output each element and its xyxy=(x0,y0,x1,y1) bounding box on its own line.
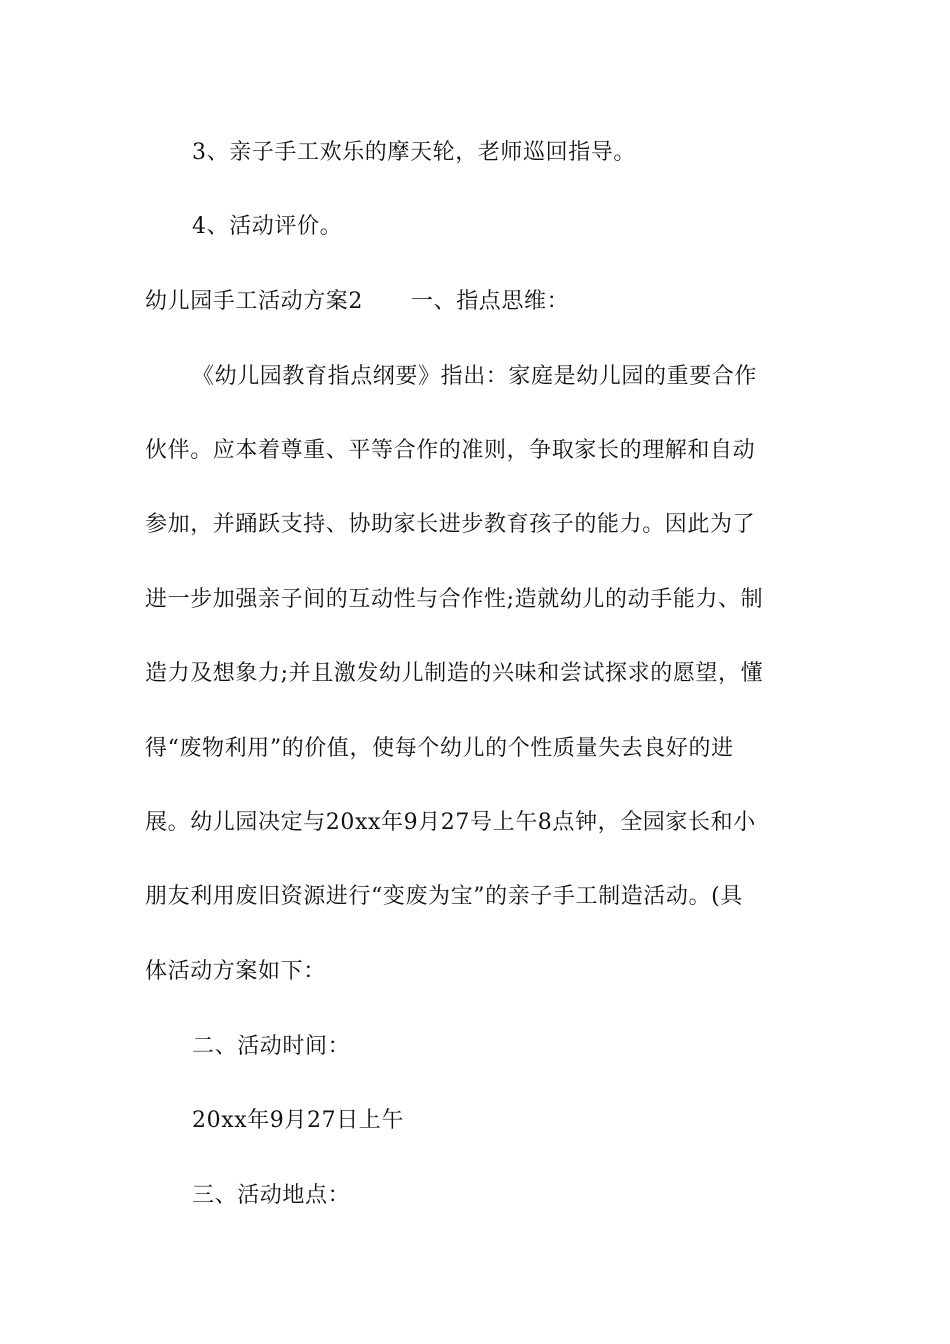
plan-title: 幼儿园手工活动方案2 xyxy=(145,289,363,314)
paragraph-line-7: 展。幼儿园决定与20xx年9月27号上午8点钟，全园家长和小 xyxy=(145,810,756,835)
paragraph-line-2: 伙伴。应本着尊重、平等合作的准则，争取家长的理解和自动 xyxy=(145,438,756,463)
list-item-4: 4、活动评价。 xyxy=(192,214,343,239)
paragraph-line-3: 参加，并踊跃支持、协助家长进步教育孩子的能力。因此为了 xyxy=(145,512,756,537)
paragraph-line-8: 朋友利用废旧资源进行“变废为宝”的亲子手工制造活动。(具 xyxy=(145,884,743,909)
paragraph-line-4: 进一步加强亲子间的互动性与合作性;造就幼儿的动手能力、制 xyxy=(145,587,764,612)
paragraph-line-6: 得“废物利用”的价值，使每个幼儿的个性质量失去良好的进 xyxy=(145,736,734,761)
section-one-title: 一、指点思维： xyxy=(411,289,570,314)
section-three-title: 三、活动地点： xyxy=(192,1183,351,1208)
paragraph-line-5: 造力及想象力;并且激发幼儿制造的兴味和尝试探求的愿望，懂 xyxy=(145,661,764,686)
plan-heading xyxy=(145,287,810,317)
paragraph-line-9: 体活动方案如下： xyxy=(145,959,326,984)
paragraph-line-1: 《幼儿园教育指点纲要》指出：家庭是幼儿园的重要合作 xyxy=(192,364,758,389)
activity-time: 20xx年9月27日上午 xyxy=(192,1108,405,1133)
section-two-title: 二、活动时间： xyxy=(192,1034,351,1059)
list-item-3: 3、亲子手工欢乐的摩天轮，老师巡回指导。 xyxy=(192,140,636,165)
